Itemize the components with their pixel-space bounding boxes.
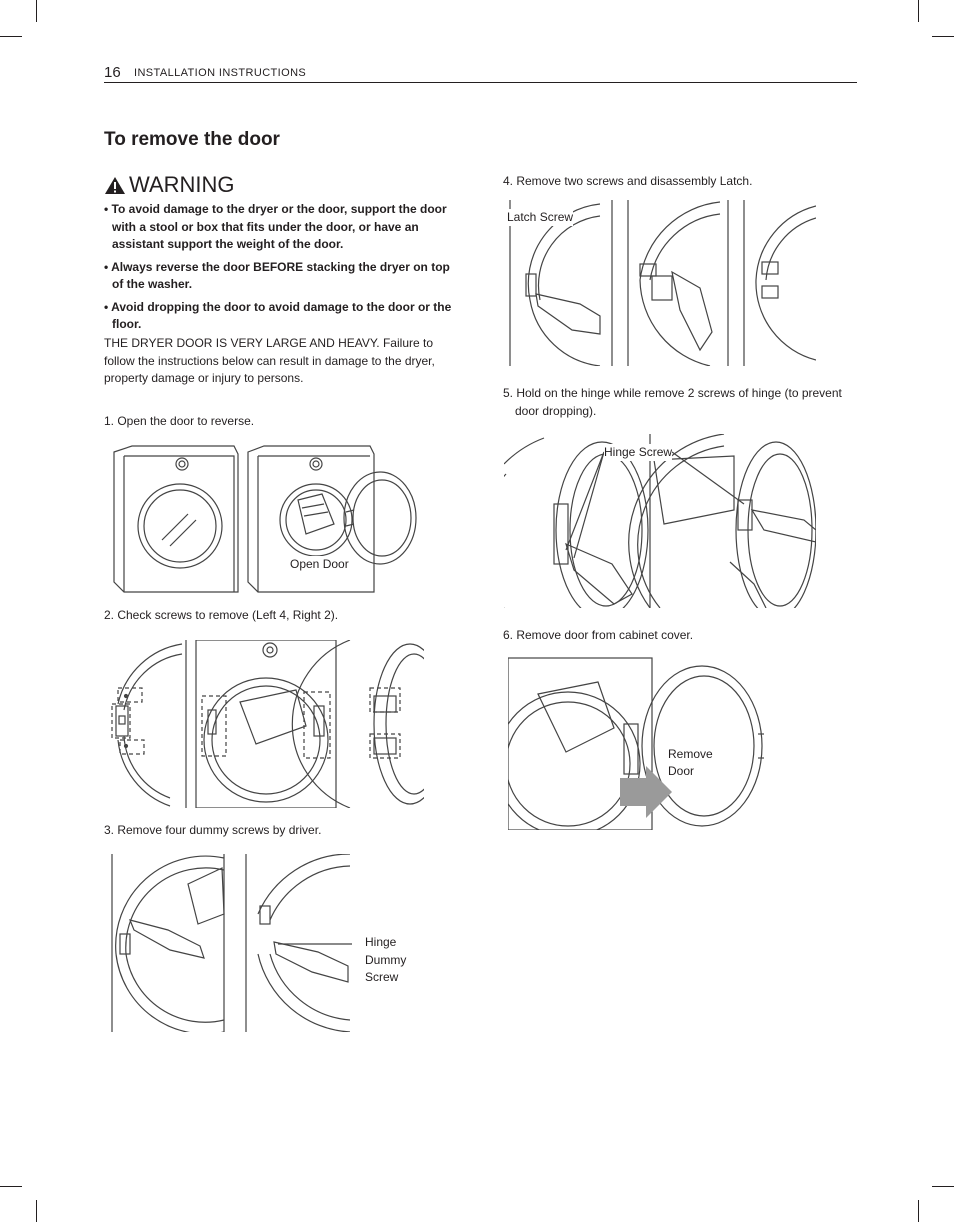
- warning-paragraph: THE DRYER DOOR IS VERY LARGE AND HEAVY. Failure to follow the instructions below can result in damage to the dryer, property damage or injury to persons.: [104, 336, 435, 385]
- step-6-text: 6. Remove door from cabinet cover.: [503, 628, 694, 642]
- step-4-figure: [500, 200, 816, 366]
- screw-label: Screw: [365, 970, 399, 984]
- step-2-figure: [110, 640, 424, 808]
- crop-mark: [932, 36, 954, 37]
- crop-mark: [36, 1200, 37, 1222]
- warning-label: WARNING: [129, 172, 235, 197]
- step-4-text: 4. Remove two screws and disassembly Latch.: [503, 174, 753, 188]
- warning-heading: [104, 172, 235, 198]
- step-1-text: 1. Open the door to reverse.: [104, 414, 255, 428]
- step-3-text: 3. Remove four dummy screws by driver.: [104, 823, 322, 837]
- warning-bullet: • To avoid damage to the dryer or the door, support the door with a stool or box that fits under the door, or have an assistant support the weight of the door.: [104, 201, 456, 254]
- crop-mark: [0, 36, 22, 37]
- step-5-text: 5. Hold on the hinge while remove 2 screws of hinge (to prevent door dropping).: [503, 386, 842, 418]
- page-title: To remove the door: [104, 129, 280, 150]
- latch-screw-label: Latch Screw: [507, 210, 574, 224]
- step-3-figure: [108, 854, 407, 1032]
- remove-label: Remove: [668, 747, 713, 761]
- page-number: 16: [104, 64, 121, 81]
- warning-triangle-icon: [104, 176, 126, 195]
- warning-bullet: • Always reverse the door BEFORE stacking the dryer on top of the washer.: [104, 259, 456, 294]
- header-rule: [104, 82, 857, 83]
- crop-mark: [932, 1186, 954, 1187]
- step-2-text: 2. Check screws to remove (Left 4, Right 2).: [104, 608, 339, 622]
- crop-mark: [918, 0, 919, 22]
- section-label: INSTALLATION INSTRUCTIONS: [134, 67, 307, 79]
- dummy-label: Dummy: [365, 953, 407, 967]
- warning-bullet: • Avoid dropping the door to avoid damage to the door or the floor.: [104, 299, 456, 334]
- step-6-figure: [508, 656, 766, 830]
- step-1-figure: [110, 442, 426, 594]
- hinge-screw-label: Hinge Screw: [604, 445, 673, 459]
- hinge-label: Hinge: [365, 935, 397, 949]
- crop-mark: [0, 1186, 22, 1187]
- crop-mark: [36, 0, 37, 22]
- door-label: Door: [668, 764, 695, 778]
- step-5-figure: [504, 434, 816, 608]
- open-door-label: Open Door: [290, 557, 349, 571]
- crop-mark: [918, 1200, 919, 1222]
- warning-list: [104, 201, 456, 339]
